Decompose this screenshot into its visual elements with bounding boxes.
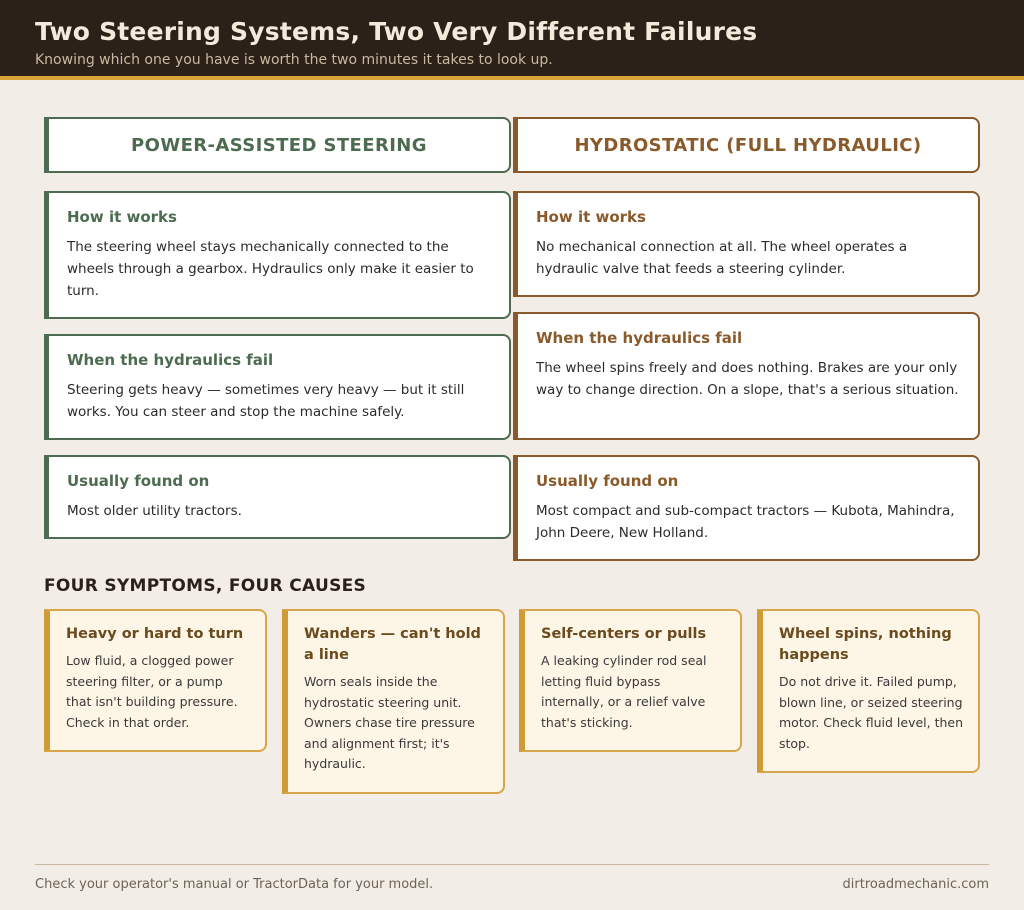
symptom-body: Low fluid, a clogged power steering filter, or a pump that isn't building pressure. Check in that order.	[66, 653, 238, 730]
card-body: The wheel spins freely and does nothing. Brakes are your only way to change direction. On a slope, that's a serious situation.	[536, 360, 959, 398]
card-title: How it works	[67, 208, 177, 226]
hydro-when-fail-card	[513, 312, 980, 440]
card-title: How it works	[536, 208, 646, 226]
footer-note: Check your operator's manual or TractorData for your model.	[35, 877, 434, 892]
card-title: When the hydraulics fail	[67, 351, 274, 369]
hydro-how-it-works-card	[513, 191, 980, 297]
symptom-title: Heavy or hard to turn	[66, 626, 244, 642]
symptom-card-wanders	[282, 609, 505, 794]
card-body: No mechanical connection at all. The wheel operates a hydraulic valve that feeds a steering cylinder.	[536, 239, 908, 277]
footer-divider	[35, 864, 989, 865]
symptom-card-self-centers	[519, 609, 742, 752]
symptom-body: Worn seals inside the hydrostatic steering unit. Owners chase tire pressure and alignment first; it's hydraulic.	[304, 674, 475, 771]
card-body: Steering gets heavy — sometimes very heavy — but it still works. You can steer and stop the machine safely.	[67, 382, 465, 420]
power-how-it-works-card	[44, 191, 511, 319]
card-body: Most compact and sub-compact tractors — Kubota, Mahindra, John Deere, New Holland.	[536, 503, 955, 541]
power-when-fail-card	[44, 334, 511, 440]
power-assisted-heading: POWER-ASSISTED STEERING	[44, 117, 511, 173]
hydrostatic-heading: HYDROSTATIC (FULL HYDRAULIC)	[513, 117, 980, 173]
symptom-body: Do not drive it. Failed pump, blown line, or seized steering motor. Check fluid level, then stop.	[779, 674, 964, 751]
symptoms-section-title: FOUR SYMPTOMS, FOUR CAUSES	[44, 576, 367, 596]
page-subtitle: Knowing which one you have is worth the two minutes it takes to look up.	[35, 52, 553, 68]
card-body: Most older utility tractors.	[67, 503, 242, 519]
header-banner	[0, 0, 1024, 80]
page-title: Two Steering Systems, Two Very Different Failures	[35, 17, 758, 46]
hydro-found-on-card	[513, 455, 980, 561]
power-found-on-card	[44, 455, 511, 539]
symptom-title: Wheel spins, nothing happens	[779, 626, 952, 663]
symptom-card-heavy	[44, 609, 267, 752]
card-title: Usually found on	[536, 472, 679, 490]
card-body: The steering wheel stays mechanically connected to the wheels through a gearbox. Hydraulics only make it easier to turn.	[67, 239, 474, 299]
footer-site: dirtroadmechanic.com	[842, 877, 989, 892]
symptom-card-wheel-spins	[757, 609, 980, 773]
card-title: Usually found on	[67, 472, 210, 490]
symptom-title: Self-centers or pulls	[541, 626, 707, 642]
symptom-body: A leaking cylinder rod seal letting fluid bypass internally, or a relief valve that's sticking.	[541, 653, 707, 730]
card-title: When the hydraulics fail	[536, 329, 743, 347]
symptom-title: Wanders — can't hold a line	[304, 626, 481, 663]
